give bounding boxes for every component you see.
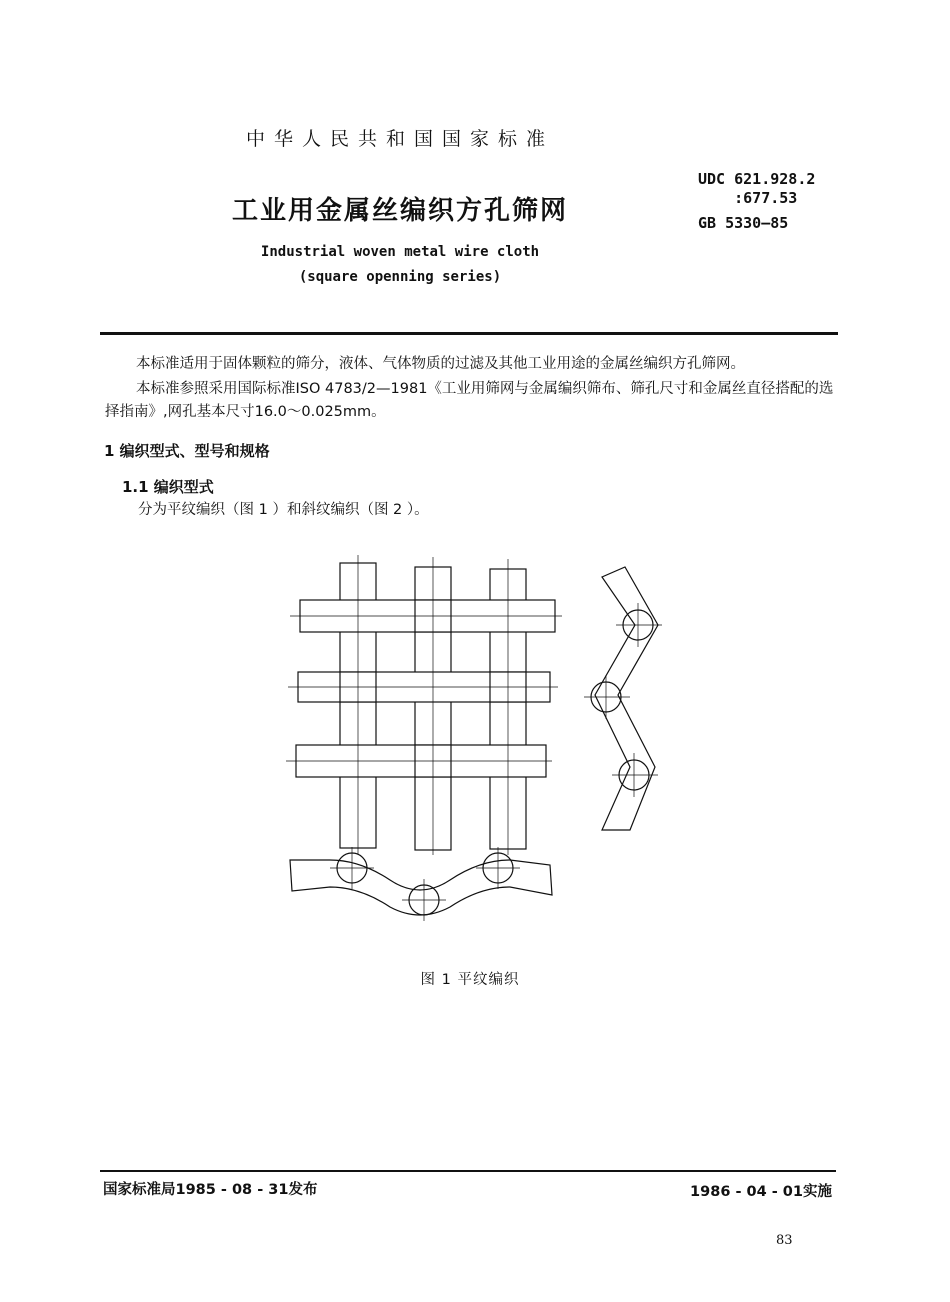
- reference-paragraph: 本标准参照采用国际标准ISO 4783/2—1981《工业用筛网与金属编织筛布、筛孔尺寸和金属丝直径搭配的选择指南》,网孔基本尺寸16.0～0.025mm。: [105, 381, 834, 420]
- section-1-1-heading: 1.1 编织型式: [122, 478, 214, 496]
- vertical-crimp-profile: [584, 567, 662, 830]
- page-number: 83: [776, 1233, 793, 1248]
- english-title-line2: (square openning series): [298, 269, 502, 285]
- gb-code: GB 5330—85: [698, 214, 789, 232]
- udc-code-continued: :677.53: [698, 189, 798, 207]
- section-1-heading: 1 编织型式、型号和规格: [104, 442, 270, 460]
- issue-date: 国家标准局1985 - 08 - 31发布: [103, 1182, 318, 1198]
- english-title-line1: Industrial woven metal wire cloth: [260, 244, 540, 260]
- horizontal-crimp-profile: [290, 847, 552, 921]
- top-divider: [100, 332, 838, 335]
- document-title: 工业用金属丝编织方孔筛网: [231, 196, 568, 226]
- scope-paragraph: 本标准适用于固体颗粒的筛分，液体、气体物质的过滤及其他工业用途的金属丝编织方孔筛网。: [136, 356, 745, 372]
- national-standard-heading: 中华人民共和国国家标准: [245, 128, 554, 150]
- implementation-date: 1986 - 04 - 01实施: [690, 1184, 832, 1200]
- udc-code: UDC 621.928.2: [698, 170, 816, 188]
- weave-grid: [286, 555, 562, 855]
- english-title: [0, 240, 800, 290]
- plain-weave-figure: [280, 555, 680, 925]
- bottom-divider: [100, 1170, 836, 1172]
- figure-caption: 图 1 平纹编织: [420, 972, 520, 988]
- section-1-1-text: 分为平纹编织（图 1 ）和斜纹编织（图 2 ）。: [138, 502, 429, 518]
